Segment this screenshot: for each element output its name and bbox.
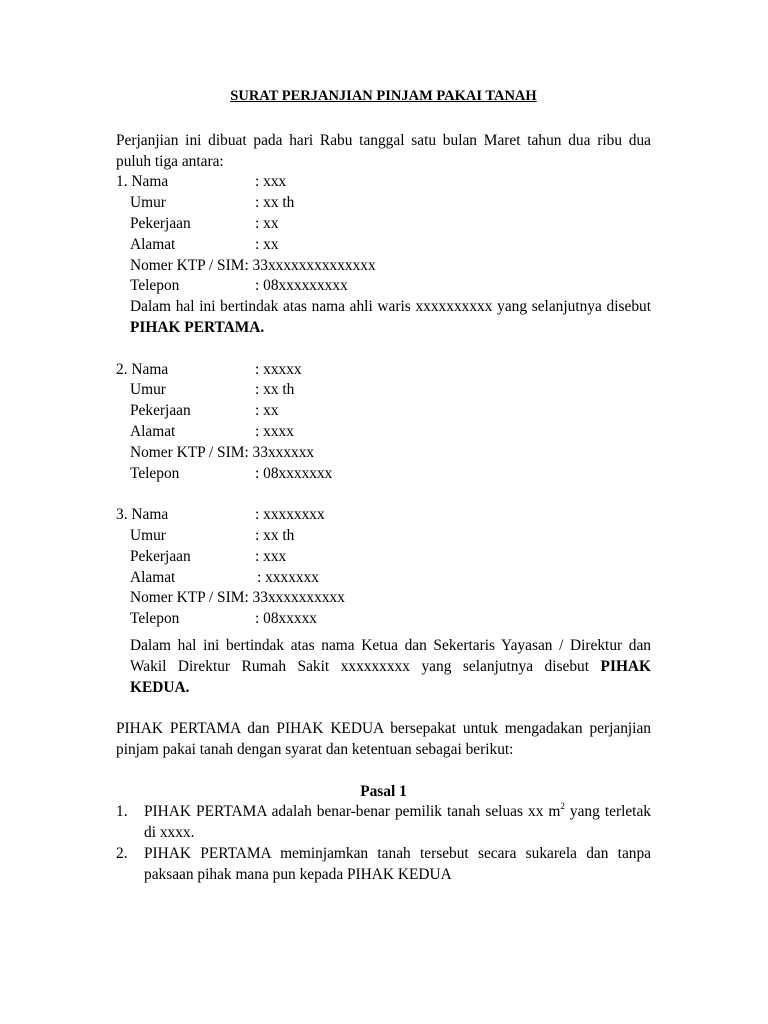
field-value: : 08xxxxxxx <box>255 464 333 482</box>
spacer <box>116 698 651 719</box>
field-label: Alamat <box>130 422 176 440</box>
field-value: : xx th <box>255 381 295 399</box>
field-value: : 08xxxxx <box>255 610 317 628</box>
party-number: 3. <box>116 506 128 524</box>
field-label: Telepon <box>130 464 180 482</box>
field-value: : 33xxxxxxxxxx <box>244 589 345 607</box>
field-label: Pekerjaan <box>130 402 191 420</box>
list-number: 1. <box>116 803 128 821</box>
field-label: Nomer KTP / SIM <box>130 443 245 461</box>
field-label: Telepon <box>130 277 180 295</box>
spacer <box>116 121 651 131</box>
party-1-statement <box>130 297 651 339</box>
field-value: : xx <box>255 214 279 232</box>
party-2-statement <box>130 636 651 698</box>
field-value: : 33xxxxxx <box>244 443 315 461</box>
field-value: : 08xxxxxxxxx <box>255 277 348 295</box>
agreement-paragraph: PIHAK PERTAMA dan PIHAK KEDUA bersepakat untuk mengadakan perjanjian pinjam pakai tanah dengan syarat dan ketentuan sebagai berikut: <box>116 720 651 758</box>
document-page <box>116 86 651 885</box>
party-1-block <box>116 172 651 338</box>
field-label: Alamat <box>130 568 176 586</box>
field-value: : xxx <box>255 173 287 191</box>
field-row <box>116 505 651 526</box>
field-row <box>116 443 651 464</box>
field-value: : xx th <box>255 526 295 544</box>
field-row <box>116 276 651 297</box>
superscript: 2 <box>560 801 565 812</box>
list-item <box>116 802 651 844</box>
spacer <box>116 484 651 505</box>
field-label-text: Nama <box>131 506 169 524</box>
field-row <box>116 380 651 401</box>
field-row <box>116 526 651 547</box>
list-text: PIHAK PERTAMA meminjamkan tanah tersebut secara sukarela dan tanpa paksaan pihak mana pun kepada PIHAK KEDUA <box>144 844 651 883</box>
list-number: 2. <box>116 844 128 862</box>
field-row <box>116 401 651 422</box>
field-row <box>116 193 651 214</box>
party-2-block <box>116 360 651 485</box>
field-row <box>116 172 651 193</box>
spacer <box>116 107 651 121</box>
document-title: SURAT PERJANJIAN PINJAM PAKAI TANAH <box>230 88 537 104</box>
pasal-1-heading: Pasal 1 <box>360 782 407 800</box>
field-label: Umur <box>130 381 166 399</box>
field-label: Pekerjaan <box>130 547 191 565</box>
field-label: Umur <box>130 194 166 212</box>
field-row <box>116 547 651 568</box>
field-row <box>116 464 651 485</box>
field-value: : xx <box>255 402 279 420</box>
field-row <box>116 256 651 277</box>
field-label: Umur <box>130 526 166 544</box>
field-row <box>116 422 651 443</box>
field-row <box>116 235 651 256</box>
field-value: : 33xxxxxxxxxxxxxx <box>244 256 376 274</box>
list-text <box>144 802 651 844</box>
field-row <box>116 609 651 630</box>
list-item <box>116 844 651 886</box>
field-label: Alamat <box>130 235 176 253</box>
spacer <box>116 761 651 782</box>
field-label: Nomer KTP / SIM <box>130 256 245 274</box>
field-label-text: Nama <box>131 173 169 191</box>
field-label: Telepon <box>130 610 180 628</box>
field-row <box>116 360 651 381</box>
field-value: : xxxx <box>255 422 294 440</box>
field-label-text: Nama <box>131 360 169 378</box>
field-row <box>116 214 651 235</box>
field-label <box>116 172 255 193</box>
field-label: Nomer KTP / SIM <box>130 589 245 607</box>
field-value: : xxxxx <box>255 360 302 378</box>
field-value: : xx <box>255 235 279 253</box>
party-designation: PIHAK PERTAMA. <box>130 318 265 336</box>
field-label <box>116 505 255 526</box>
party-designation: PIHAK KEDUA. <box>130 657 651 696</box>
field-row <box>116 568 651 589</box>
statement-text: Dalam hal ini bertindak atas nama ahli waris xxxxxxxxxx yang selanjutnya disebut <box>130 298 651 316</box>
statement-text: Dalam hal ini bertindak atas nama Ketua dan Sekertaris Yayasan / Direktur dan Wakil Direktur Rumah Sakit xxxxxxxxx yang selanjutnya disebut <box>130 636 651 675</box>
field-label <box>116 360 255 381</box>
list-text-part: PIHAK PERTAMA adalah benar-benar pemilik tanah seluas xx m <box>144 803 561 821</box>
intro-paragraph: Perjanjian ini dibuat pada hari Rabu tanggal satu bulan Maret tahun dua ribu dua puluh tiga antara: <box>116 131 651 170</box>
field-value: : xxxxxxxx <box>255 506 325 524</box>
party-3-block <box>116 505 651 630</box>
field-value: : xxxxxxx <box>257 568 319 586</box>
party-number: 2. <box>116 360 128 378</box>
field-value: : xxx <box>255 547 287 565</box>
spacer <box>116 339 651 360</box>
field-value: : xx th <box>255 194 295 212</box>
field-label: Pekerjaan <box>130 214 191 232</box>
list-text-part: yang terletak di xxxx. <box>144 803 651 842</box>
field-row <box>116 588 651 609</box>
party-number: 1. <box>116 173 128 191</box>
